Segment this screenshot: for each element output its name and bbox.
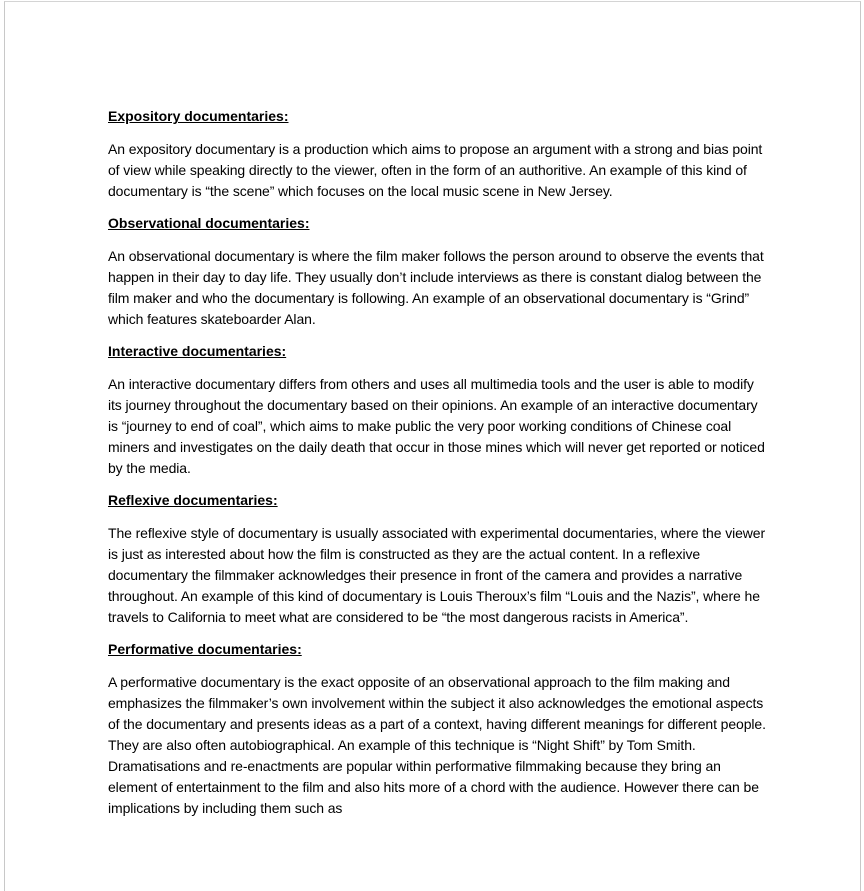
paragraph-expository: An expository documentary is a production which aims to propose an argument with a strong and bias point of view while speaking directly to the viewer, often in the form of an authoritive. An example of this kind of documentary is “the scene” which focuses on the local music scene in New Jersey.: [108, 141, 763, 199]
heading-observational: Observational documentaries:: [108, 215, 310, 231]
paragraph-interactive: An interactive documentary differs from others and uses all multimedia tools and the user is able to modify its journey throughout the documentary based on their opinions. An example of an interactive documentary is “journey to end of coal”, which aims to make public the very poor working conditions of Chinese coal miners and investigates on the daily death that occur in those mines which will never get reported or noticed by the media.: [108, 376, 765, 476]
heading-reflexive: Reflexive documentaries:: [108, 492, 278, 508]
paragraph-observational: An observational documentary is where the film maker follows the person around to observe the events that happen in their day to day life. They usually don’t include interviews as there is constant dialog between the film maker and who the documentary is following. An example of an observational documentary is “Grind” which features skateboarder Alan.: [108, 248, 764, 327]
document-page: [4, 1, 861, 891]
document-body[interactable]: [108, 106, 768, 830]
paragraph-performative: A performative documentary is the exact opposite of an observational approach to the film making and emphasizes the filmmaker’s own involvement within the subject it also acknowledges the emotional aspects of the documentary and presents ideas as a part of a context, having different meanings for different people. They are also often autobiographical. An example of this technique is “Night Shift” by Tom Smith. Dramatisations and re-enactments are popular within performative filmmaking because they bring an element of entertainment to the film and also hits more of a chord with the audience. However there can be implications by including them such as: [108, 674, 766, 816]
heading-expository: Expository documentaries:: [108, 108, 289, 124]
heading-performative: Performative documentaries:: [108, 641, 302, 657]
heading-interactive: Interactive documentaries:: [108, 343, 287, 359]
paragraph-reflexive: The reflexive style of documentary is usually associated with experimental documentaries, where the viewer is just as interested about how the film is constructed as they are the actual content. In a reflexive documentary the filmmaker acknowledges their presence in front of the camera and provides a narrative throughout. An example of this kind of documentary is Louis Theroux’s film “Louis and the Nazis”, where he travels to California to meet what are considered to be “the most dangerous racists in America”.: [108, 525, 766, 625]
